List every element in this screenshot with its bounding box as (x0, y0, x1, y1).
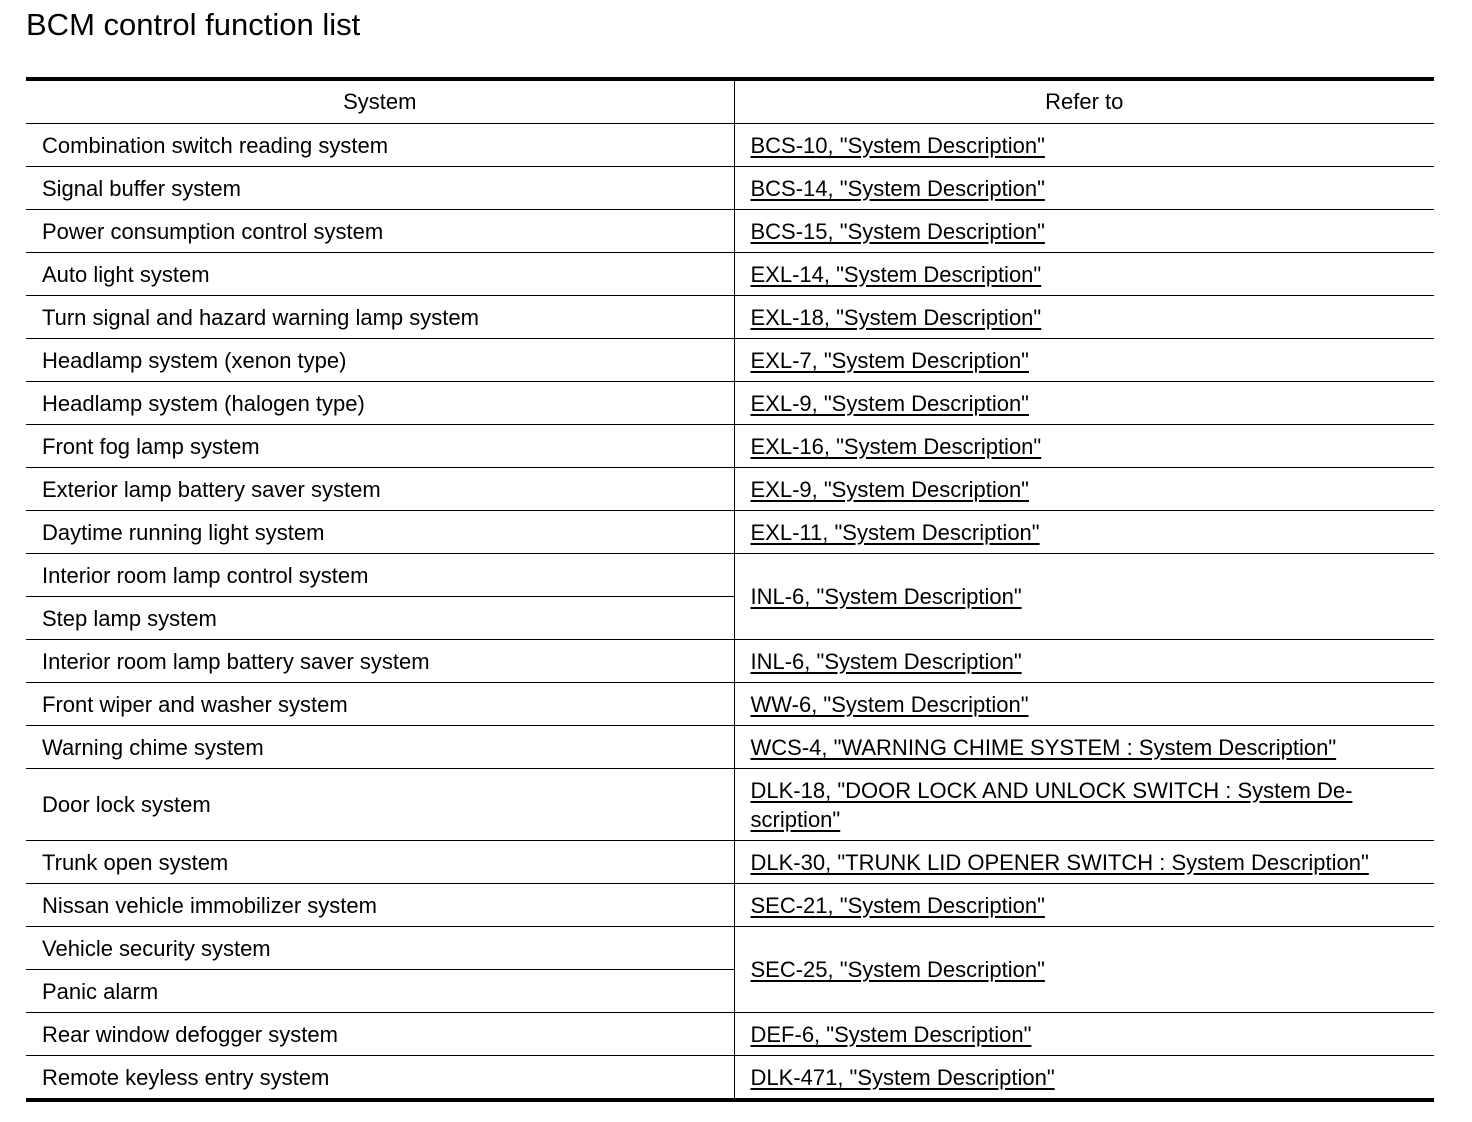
reference-link[interactable]: EXL-11, "System Description" (750, 519, 1040, 545)
refer-cell (734, 296, 1434, 339)
system-cell: Front fog lamp system (26, 425, 734, 468)
refer-cell (734, 640, 1434, 683)
reference-link[interactable]: WCS-4, "WARNING CHIME SYSTEM : System Description" (750, 734, 1337, 760)
system-cell: Auto light system (26, 253, 734, 296)
reference-link[interactable]: BCS-10, "System Description" (750, 132, 1045, 158)
system-cell: Remote keyless entry system (26, 1056, 734, 1101)
system-cell: Power consumption control system (26, 210, 734, 253)
table-row (26, 884, 1434, 927)
refer-cell (734, 382, 1434, 425)
refer-cell (734, 511, 1434, 554)
system-cell: Interior room lamp control system (26, 554, 734, 597)
refer-cell (734, 124, 1434, 167)
refer-cell (734, 1056, 1434, 1101)
table-row (26, 339, 1434, 382)
system-cell: Rear window defogger system (26, 1013, 734, 1056)
table-row (26, 769, 1434, 841)
refer-cell (734, 769, 1434, 841)
reference-link[interactable]: EXL-7, "System Description" (750, 347, 1029, 373)
refer-cell (734, 884, 1434, 927)
reference-link[interactable]: INL-6, "System Description" (750, 584, 1022, 609)
table-row (26, 468, 1434, 511)
system-cell: Trunk open system (26, 841, 734, 884)
refer-cell (734, 683, 1434, 726)
table-row (26, 683, 1434, 726)
reference-link[interactable]: DLK-30, "TRUNK LID OPENER SWITCH : System Description" (750, 849, 1369, 875)
reference-link[interactable]: DLK-471, "System Description" (750, 1064, 1055, 1090)
refer-cell (734, 167, 1434, 210)
reference-link[interactable]: BCS-15, "System Description" (750, 218, 1045, 244)
table-row (26, 640, 1434, 683)
header-refer-to: Refer to (734, 79, 1434, 124)
reference-link[interactable]: SEC-25, "System Description" (750, 957, 1045, 982)
system-cell: Nissan vehicle immobilizer system (26, 884, 734, 927)
system-cell: Headlamp system (halogen type) (26, 382, 734, 425)
reference-link[interactable]: INL-6, "System Description" (750, 648, 1022, 674)
refer-cell (734, 425, 1434, 468)
table-row (26, 210, 1434, 253)
table-row (26, 382, 1434, 425)
system-cell: Signal buffer system (26, 167, 734, 210)
system-cell: Step lamp system (26, 597, 734, 640)
table-row (26, 1013, 1434, 1056)
table-row (26, 296, 1434, 339)
table-row (26, 927, 1434, 970)
page-title: BCM control function list (26, 7, 361, 42)
system-cell: Vehicle security system (26, 927, 734, 970)
system-cell: Turn signal and hazard warning lamp system (26, 296, 734, 339)
bcm-function-table (26, 77, 1434, 1102)
refer-cell (734, 927, 1434, 1013)
system-cell: Combination switch reading system (26, 124, 734, 167)
system-cell: Exterior lamp battery saver system (26, 468, 734, 511)
reference-link[interactable]: WW-6, "System Description" (750, 691, 1029, 717)
reference-link[interactable]: EXL-9, "System Description" (750, 390, 1029, 416)
reference-link[interactable]: EXL-18, "System Description" (750, 304, 1042, 330)
reference-link[interactable]: EXL-9, "System Description" (750, 476, 1029, 502)
refer-cell (734, 726, 1434, 769)
table-row (26, 726, 1434, 769)
table-row (26, 554, 1434, 597)
system-cell: Door lock system (26, 769, 734, 841)
refer-cell (734, 841, 1434, 884)
table-row (26, 124, 1434, 167)
header-system: System (26, 79, 734, 124)
reference-link[interactable]: BCS-14, "System Description" (750, 175, 1045, 201)
table-row (26, 841, 1434, 884)
table-row (26, 511, 1434, 554)
table-row (26, 1056, 1434, 1101)
reference-link[interactable]: SEC-21, "System Description" (750, 892, 1045, 918)
table-row (26, 253, 1434, 296)
reference-link[interactable]: EXL-16, "System Description" (750, 433, 1042, 459)
system-cell: Front wiper and washer system (26, 683, 734, 726)
refer-cell (734, 339, 1434, 382)
table-row (26, 167, 1434, 210)
table-header-row (26, 79, 1434, 124)
refer-cell (734, 468, 1434, 511)
refer-cell (734, 210, 1434, 253)
system-cell: Panic alarm (26, 970, 734, 1013)
reference-link[interactable]: DLK-18, "DOOR LOCK AND UNLOCK SWITCH : System De-scription" (750, 777, 1353, 832)
refer-cell (734, 253, 1434, 296)
reference-link[interactable]: EXL-14, "System Description" (750, 261, 1042, 287)
refer-cell (734, 554, 1434, 640)
table-row (26, 425, 1434, 468)
system-cell: Interior room lamp battery saver system (26, 640, 734, 683)
refer-cell (734, 1013, 1434, 1056)
system-cell: Warning chime system (26, 726, 734, 769)
reference-link[interactable]: DEF-6, "System Description" (750, 1021, 1032, 1047)
system-cell: Daytime running light system (26, 511, 734, 554)
system-cell: Headlamp system (xenon type) (26, 339, 734, 382)
